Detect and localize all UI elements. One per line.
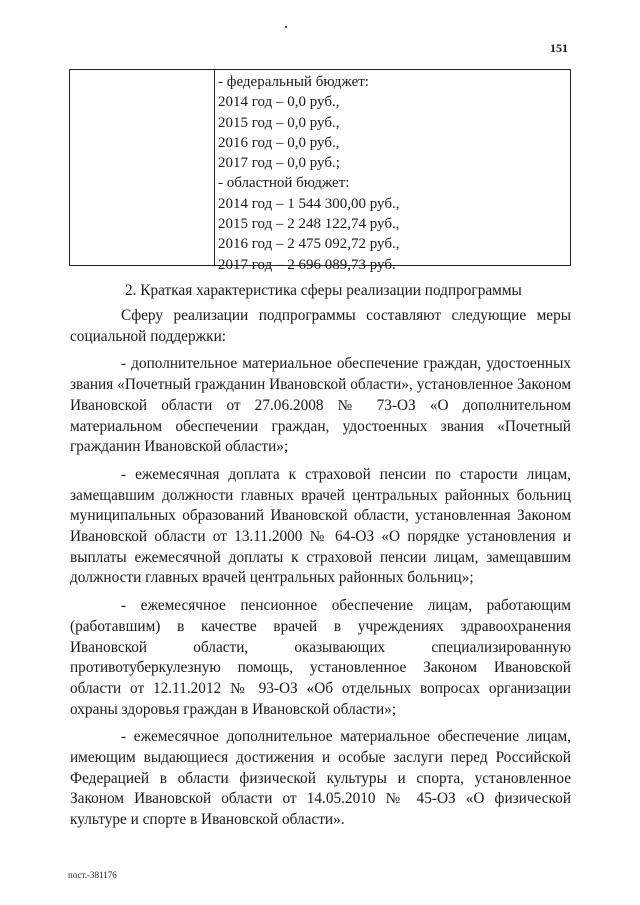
funding-line-regional-2015: 2015 год – 2 248 122,74 руб., (218, 216, 400, 233)
funding-line-federal-header: - федеральный бюджет: (218, 74, 369, 90)
funding-line-federal-2016: 2016 год – 0,0 руб., (218, 134, 340, 151)
funding-line-regional-header: - областной бюджет: (218, 175, 350, 192)
measure-honorary-citizen: - дополнительное материальное обеспечение граждан, удостоенных звания «Почетный гражданин Ивановской области», установленное Законом Ивановской области от 27.06.2008 № 73-ОЗ «О дополнительном материальном обеспечении граждан, удостоенных звания «Почетный гражданин Ивановской области»; (70, 355, 571, 456)
measure-sports-achievements: - ежемесячное дополнительное материальное обеспечение лицам, имеющим выдающиеся достижения и особые заслуги перед Российской Федерацией в области физической культуры и спорта, установленное Законом Ивановской области от 14.05.2010 № 45-ОЗ «О физической культуре и спорте в Ивановской области». (70, 728, 571, 829)
footer-document-code: пост.-381176 (68, 870, 117, 880)
funding-line-federal-2014: 2014 год – 0,0 руб., (218, 94, 340, 111)
funding-table-label-cell (70, 70, 215, 265)
measure-tb-doctors-pension: - ежемесячное пенсионное обеспечение лицам, работающим (работавшим) в качестве врачей в учреждениях здравоохранения Ивановской области, оказывающих специализированную противотуберкулезную помощь, установленное Законом Ивановской области от 12.11.2012 № 93-ОЗ «Об отдельных вопросах организации охраны здоровья граждан в Ивановской области»; (70, 597, 571, 718)
funding-table-value-cell (218, 70, 566, 275)
section-body (70, 306, 571, 838)
funding-line-regional-2014: 2014 год – 1 544 300,00 руб., (218, 195, 400, 212)
scan-mark (285, 26, 287, 28)
page-number: 151 (550, 41, 568, 55)
funding-line-regional-2017: 2017 год – 2 696 089,73 руб. (218, 256, 396, 273)
intro-paragraph: Сферу реализации подпрограммы составляют следующие меры социальной поддержки: (70, 307, 571, 345)
section-heading: 2. Краткая характеристика сферы реализации подпрограммы (125, 282, 522, 299)
funding-table (69, 69, 571, 273)
funding-line-federal-2017: 2017 год – 0,0 руб.; (218, 155, 340, 172)
funding-line-federal-2015: 2015 год – 0,0 руб., (218, 114, 340, 131)
funding-line-regional-2016: 2016 год – 2 475 092,72 руб., (218, 236, 400, 253)
measure-chief-doctors-pension: - ежемесячная доплата к страховой пенсии по старости лицам, замещавшим должности главных врачей центральных районных больниц муниципальных образований Ивановской области, установленная Законом Ивановской области от 13.11.2000 № 64-ОЗ «О порядке установления и выплаты ежемесячной доплаты к страховой пенсии лицам, замещавшим должности главных врачей центральных районных больниц»; (70, 465, 571, 587)
